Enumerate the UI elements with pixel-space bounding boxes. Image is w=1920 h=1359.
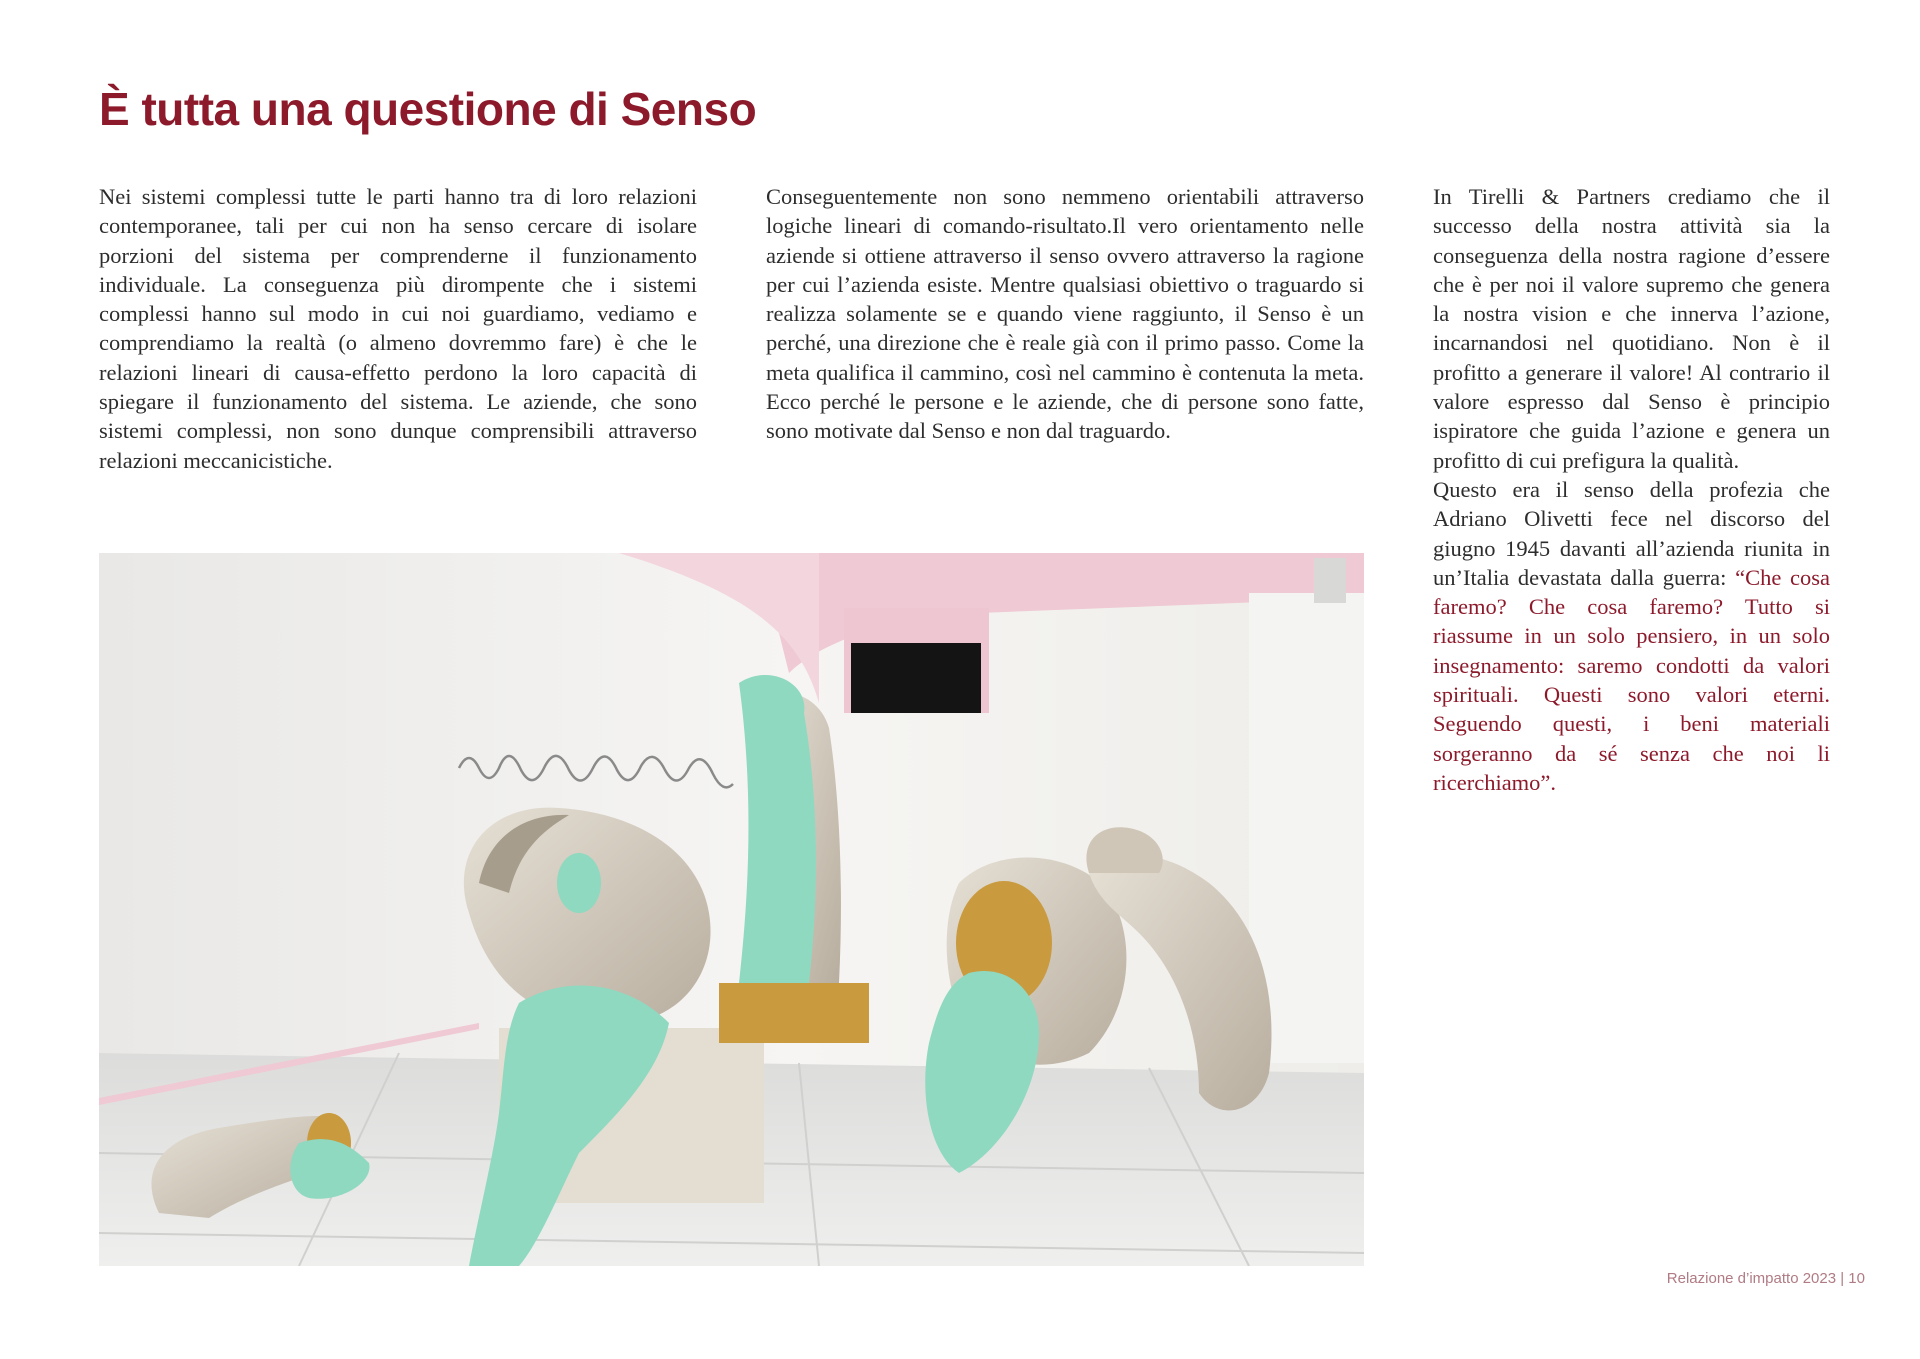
leg-base: [719, 983, 869, 1043]
sculpture-installation-photo: [99, 553, 1364, 1266]
column-3-paragraph-2: [1433, 475, 1830, 797]
olivetti-quote: “Che cosa faremo? Che cosa faremo? Tutto si riassume in un solo pensiero, in un solo insegnamento: saremo condotti da valori spirituali. Questi sono valori eterni. Seguendo questi, i beni materiali sorgeranno da sé senza che noi li ricerchiamo”.: [1433, 564, 1830, 795]
text-column-3: [1433, 182, 1830, 797]
column-1-paragraph: Nei sistemi complessi tutte le parti hanno tra di loro relazioni contemporanee, tali per cui non ha senso cercare di isolare porzioni del sistema per comprenderne il funzionamento individuale. La conseguenza più dirompente che i sistemi complessi hanno sul modo in cui noi guardiamo, vediamo e comprendiamo la realtà (o almeno dovremmo fare) è che le relazioni lineari di causa-effetto perdono la loro capacità di spiegare il funzionamento del sistema. Le aziende, che sono sistemi complessi, non sono dunque comprensibili attraverso relazioni meccanicistiche.: [99, 184, 697, 473]
text-column-1: [99, 182, 697, 475]
wall-switch: [1314, 558, 1346, 603]
text-column-2: [766, 182, 1364, 446]
foam-column: [739, 675, 816, 998]
window-glass: [851, 643, 981, 713]
page-footer: Relazione d’impatto 2023 | 10: [1666, 1270, 1865, 1287]
page-title: È tutta una questione di Senso: [99, 83, 757, 135]
photo-illustration: [99, 553, 1364, 1266]
column-2-paragraph: Conseguentemente non sono nemmeno orientabili attraverso logiche lineari di comando-risultato.Il vero orientamento nelle aziende si ottiene attraverso il senso ovvero attraverso la ragione per cui l’azienda esiste. Mentre qualsiasi obiettivo o traguardo si realizza solamente se e quando viene raggiunto, il Senso è un perché, una direzione che è reale già con il primo passo. Come la meta qualifica il cammino, così nel cammino è contenuta la meta. Ecco perché le persone e le aziende, che di persone sono fatte, sono motivate dal Senso e non dal traguardo.: [766, 184, 1364, 444]
column-3-paragraph-1: In Tirelli & Partners crediamo che il successo della nostra attività sia la conseguenza della nostra ragione d’essere che è per noi il valore supremo che genera la nostra vision e che innerva l’azione, incarnandosi nel quotidiano. Non è il profitto a generare il valore! Al contrario il valore espresso dal Senso è principio ispiratore che guida l’azione e genera un profitto di cui prefigura la qualità.: [1433, 184, 1830, 473]
olivetti-intro: Questo era il senso della profezia che Adriano Olivetti fece nel discorso del giugno 1945 davanti all’azienda riunita in un’Italia devastata dalla guerra:: [1433, 476, 1830, 590]
